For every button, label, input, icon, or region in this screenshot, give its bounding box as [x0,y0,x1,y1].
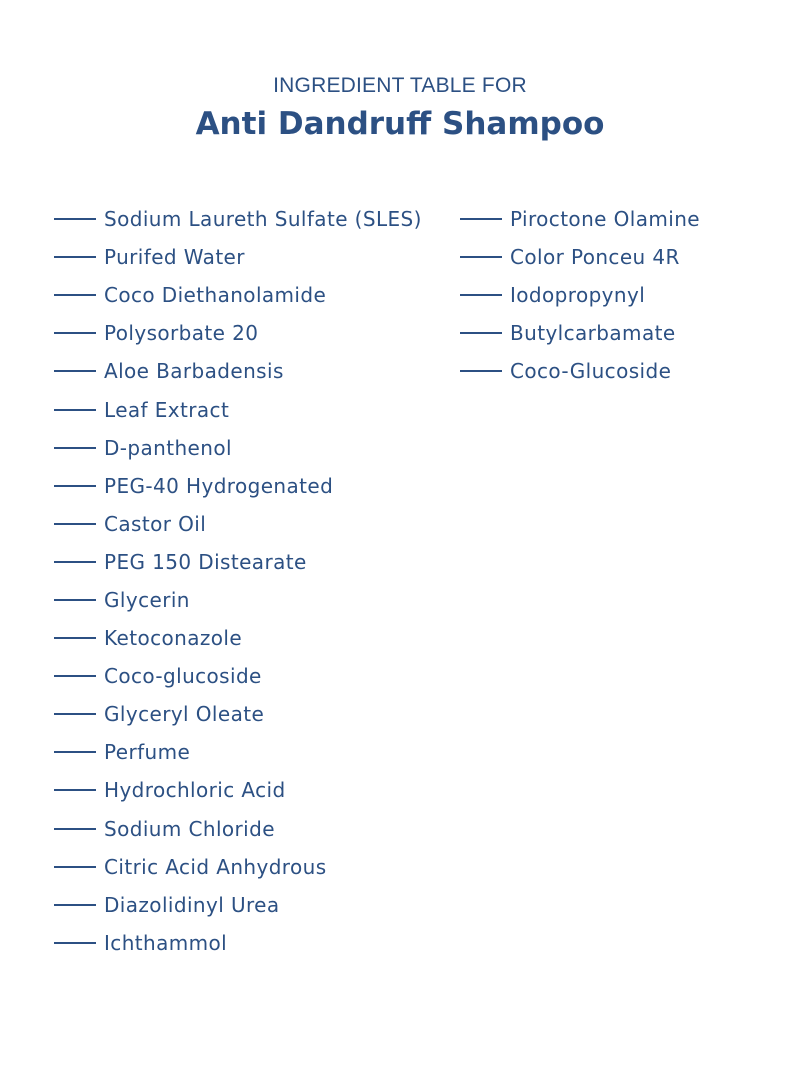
list-item [54,276,422,314]
list-item [54,657,422,695]
dash-icon [54,942,96,944]
ingredient-label: D-panthenol [104,435,232,460]
dash-icon [54,789,96,791]
header [0,72,800,144]
dash-icon [54,409,96,411]
ingredient-label: PEG-40 Hydrogenated [104,473,334,498]
dash-icon [54,637,96,639]
dash-icon [54,675,96,677]
list-item [54,771,422,809]
ingredient-label: Coco Diethanolamide [104,283,327,308]
list-item [54,238,422,276]
dash-icon [54,713,96,715]
list-item [460,276,700,314]
list-item [460,352,700,390]
dash-icon [460,294,502,296]
ingredient-label: Castor Oil [104,511,207,536]
ingredient-label: Butylcarbamate [510,321,676,346]
dash-icon [54,866,96,868]
list-item [54,848,422,886]
ingredient-label: Diazolidinyl Urea [104,892,280,917]
list-item [54,314,422,352]
ingredient-label: Sodium Laureth Sulfate (SLES) [104,207,422,232]
dash-icon [54,904,96,906]
ingredient-list-left [54,200,422,962]
ingredient-label: Glycerin [104,587,190,612]
page-title: Anti Dandruff Shampoo [195,106,605,142]
list-item [54,886,422,924]
list-item [460,200,700,238]
list-item [460,314,700,352]
dash-icon [460,332,502,334]
ingredient-label: Ichthammol [104,930,228,955]
list-item [54,619,422,657]
list-item [54,924,422,962]
dash-icon [54,256,96,258]
ingredient-label: Glyceryl Oleate [104,702,265,727]
list-item [54,695,422,733]
ingredient-label: Ketoconazole [104,626,243,651]
dash-icon [54,332,96,334]
ingredient-label: Coco-Glucoside [510,359,672,384]
list-item [54,810,422,848]
list-item [54,352,422,390]
dash-icon [54,485,96,487]
ingredient-label: PEG 150 Distearate [104,549,307,574]
list-item [54,543,422,581]
dash-icon [54,523,96,525]
list-item [54,390,422,428]
ingredient-label: Aloe Barbadensis [104,359,284,384]
dash-icon [54,294,96,296]
page-subtitle: INGREDIENT TABLE FOR [273,74,527,97]
list-item [54,505,422,543]
ingredient-label: Iodopropynyl [510,283,646,308]
list-item [54,429,422,467]
list-item [460,238,700,276]
dash-icon [54,828,96,830]
ingredient-label: Purifed Water [104,245,245,270]
dash-icon [54,447,96,449]
dash-icon [54,218,96,220]
ingredient-label: Citric Acid Anhydrous [104,854,327,879]
dash-icon [54,599,96,601]
ingredient-label: Perfume [104,740,191,765]
dash-icon [54,370,96,372]
ingredient-label: Piroctone Olamine [510,207,700,232]
ingredient-label: Color Ponceu 4R [510,245,680,270]
list-item [54,581,422,619]
list-item [54,467,422,505]
dash-icon [54,751,96,753]
ingredient-label: Leaf Extract [104,397,230,422]
ingredient-label: Polysorbate 20 [104,321,259,346]
dash-icon [460,370,502,372]
ingredient-label: Sodium Chloride [104,816,275,841]
list-item [54,200,422,238]
list-item [54,733,422,771]
dash-icon [54,561,96,563]
ingredient-list-right [460,200,700,390]
dash-icon [460,256,502,258]
dash-icon [460,218,502,220]
ingredient-label: Hydrochloric Acid [104,778,286,803]
ingredient-label: Coco-glucoside [104,664,262,689]
